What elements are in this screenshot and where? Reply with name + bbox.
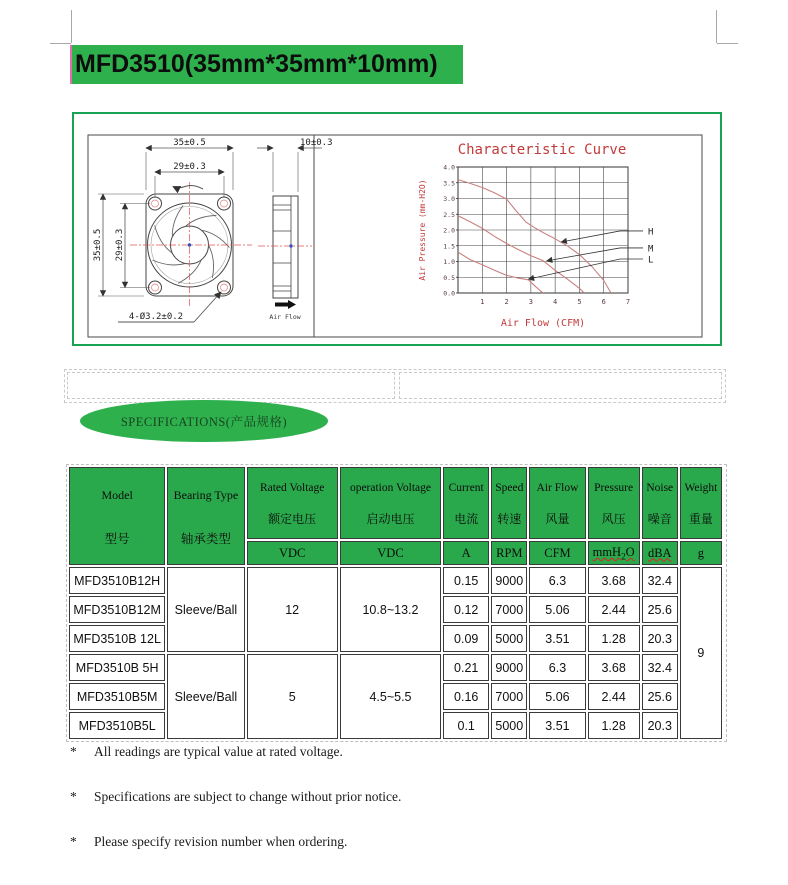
- leader-H: [561, 231, 643, 242]
- y-tick-label: 2.5: [443, 210, 455, 219]
- x-tick-label: 2: [504, 298, 509, 306]
- unit-rpm: RPM: [491, 541, 527, 565]
- unit-vdc-operation: VDC: [340, 541, 441, 565]
- speed-cell: 7000: [491, 596, 527, 623]
- chart-ylabel: Air Pressure (mm-H2O): [418, 179, 427, 281]
- col-header-pressure: Pressure 风压: [588, 467, 640, 539]
- current-cell: 0.12: [443, 596, 489, 623]
- y-tick-label: 1.0: [443, 258, 455, 266]
- crop-mark-top-left-v: [71, 10, 72, 43]
- noise-cell: 20.3: [642, 712, 678, 739]
- series-label-L: L: [648, 255, 654, 266]
- col-header-noise: Noise 噪音: [642, 467, 678, 539]
- col-header-model: Model 型号: [69, 467, 165, 565]
- crop-mark-top-right-h: [717, 43, 738, 44]
- curve-H: [458, 180, 611, 293]
- noise-cell: 32.4: [642, 654, 678, 681]
- characteristic-curve-chart: [418, 142, 654, 329]
- table-row: [69, 654, 722, 681]
- footnote-text: All readings are typical value at rated voltage.: [94, 744, 343, 759]
- crop-mark-top-right-v: [716, 10, 717, 43]
- airflow-cell: 5.06: [529, 596, 585, 623]
- speed-cell: 5000: [491, 625, 527, 652]
- empty-field-right: [399, 372, 722, 399]
- operation-voltage-cell: 4.5~5.5: [340, 654, 441, 739]
- x-tick-label: 1: [480, 298, 485, 306]
- noise-cell: 25.6: [642, 683, 678, 710]
- col-header-rated-voltage: Rated Voltage 额定电压: [247, 467, 338, 539]
- col-header-current: Current 电流: [443, 467, 489, 539]
- speed-cell: 9000: [491, 567, 527, 594]
- side-dimensions: [257, 148, 322, 192]
- operation-voltage-cell: 10.8~13.2: [340, 567, 441, 652]
- airflow-cell: 3.51: [529, 712, 585, 739]
- curve-M: [458, 216, 584, 293]
- rated-voltage-cell: 12: [247, 567, 338, 652]
- table-row: [69, 567, 722, 594]
- footnote: [70, 744, 630, 760]
- empty-field-left: [67, 372, 395, 399]
- x-tick-label: 6: [601, 298, 606, 306]
- x-tick-label: 7: [625, 298, 631, 306]
- y-tick-label: 2.0: [443, 226, 455, 235]
- airflow-cell: 3.51: [529, 625, 585, 652]
- dim-front-hole-span: 29±0.3: [173, 162, 206, 172]
- revision-mark: [70, 45, 72, 84]
- footnote-text: Please specify revision number when ordering.: [94, 834, 348, 849]
- airflow-cell: 5.06: [529, 683, 585, 710]
- airflow-cell: 6.3: [529, 567, 585, 594]
- current-cell: 0.1: [443, 712, 489, 739]
- pressure-cell: 3.68: [588, 567, 640, 594]
- unit-a: A: [443, 541, 489, 565]
- y-tick-label: 0.5: [443, 273, 455, 282]
- x-tick-label: 4: [553, 298, 558, 306]
- col-header-operation-voltage: operation Voltage 启动电压: [340, 467, 441, 539]
- weight-cell: 9: [680, 567, 722, 739]
- current-cell: 0.09: [443, 625, 489, 652]
- bearing-cell: Sleeve/Ball: [167, 654, 244, 739]
- curve-L: [458, 252, 543, 293]
- footnote-bullet: *: [70, 789, 77, 804]
- bearing-cell: Sleeve/Ball: [167, 567, 244, 652]
- dim-front-height: 35±0.5: [93, 228, 103, 262]
- speed-cell: 7000: [491, 683, 527, 710]
- y-tick-label: 4.0: [443, 163, 455, 172]
- pressure-cell: 2.44: [588, 683, 640, 710]
- model-cell: MFD3510B 5H: [69, 654, 165, 681]
- chart-title: Characteristic Curve: [457, 142, 627, 158]
- y-tick-label: 3.0: [443, 195, 455, 203]
- current-cell: 0.16: [443, 683, 489, 710]
- unit-dba: dBA: [642, 541, 678, 565]
- rated-voltage-cell: 5: [247, 654, 338, 739]
- specifications-label: SPECIFICATIONS(产品规格): [120, 415, 288, 429]
- technical-drawing: [72, 112, 722, 346]
- header-row-names: [69, 467, 722, 539]
- chart-curves: [458, 180, 611, 293]
- unit-g: g: [680, 541, 722, 565]
- airflow-label: Air Flow: [269, 313, 301, 321]
- series-label-M: M: [648, 244, 654, 255]
- noise-cell: 32.4: [642, 567, 678, 594]
- fan-front-view: [130, 182, 252, 308]
- footnote: [70, 789, 630, 805]
- col-header-weight: Weight 重量: [680, 467, 722, 539]
- chart-grid: [443, 164, 630, 307]
- drawing-frame: [72, 112, 722, 346]
- model-cell: MFD3510B5L: [69, 712, 165, 739]
- footnote-text: Specifications are subject to change without prior notice.: [94, 789, 402, 804]
- center-dot: [188, 243, 191, 246]
- spec-table-container: [66, 464, 727, 742]
- col-header-speed: Speed 转速: [491, 467, 527, 539]
- current-cell: 0.15: [443, 567, 489, 594]
- unit-cfm: CFM: [529, 541, 585, 565]
- unit-mmh2o: mmH$_2$O: [588, 541, 640, 565]
- pressure-cell: 1.28: [588, 625, 640, 652]
- current-cell: 0.21: [443, 654, 489, 681]
- airflow-arrow-icon: [275, 300, 296, 309]
- speed-cell: 5000: [491, 712, 527, 739]
- dim-thickness: 10±0.3: [300, 138, 333, 148]
- col-header-bearing: Bearing Type 轴承类型: [167, 467, 244, 565]
- footnote: [70, 834, 630, 850]
- x-tick-label: 5: [577, 298, 582, 306]
- y-tick-label: 3.5: [443, 179, 455, 188]
- dim-holes-label: 4-Ø3.2±0.2: [128, 312, 184, 322]
- model-cell: MFD3510B 12L: [69, 625, 165, 652]
- spec-table: [67, 465, 724, 741]
- chart-xlabel: Air Flow (CFM): [500, 318, 586, 329]
- empty-field-band: [64, 369, 726, 403]
- footnote-bullet: *: [70, 834, 77, 849]
- model-cell: MFD3510B12H: [69, 567, 165, 594]
- series-label-H: H: [648, 227, 654, 238]
- page-title: MFD3510(35mm*35mm*10mm): [75, 50, 438, 78]
- speed-cell: 9000: [491, 654, 527, 681]
- noise-cell: 20.3: [642, 625, 678, 652]
- pressure-cell: 1.28: [588, 712, 640, 739]
- pressure-cell: 2.44: [588, 596, 640, 623]
- model-cell: MFD3510B5M: [69, 683, 165, 710]
- footnotes: [70, 744, 630, 879]
- col-header-airflow: Air Flow 风量: [529, 467, 585, 539]
- title-banner: [70, 45, 463, 84]
- unit-vdc-rated: VDC: [247, 541, 338, 565]
- y-tick-label: 0.0: [443, 289, 455, 298]
- dim-front-hole-span-v: 29±0.3: [115, 228, 125, 262]
- side-center-dot: [289, 244, 292, 247]
- fan-side-view: [258, 196, 312, 298]
- crop-mark-top-left-h: [50, 43, 71, 44]
- x-tick-label: 3: [528, 298, 533, 306]
- y-tick-label: 1.5: [443, 242, 455, 251]
- footnote-bullet: *: [70, 744, 77, 759]
- pressure-cell: 3.68: [588, 654, 640, 681]
- dim-front-width: 35±0.5: [173, 138, 206, 148]
- airflow-direction: [269, 300, 300, 321]
- airflow-cell: 6.3: [529, 654, 585, 681]
- rotation-arrow-icon: [173, 185, 203, 189]
- specifications-badge: [80, 400, 328, 442]
- noise-cell: 25.6: [642, 596, 678, 623]
- model-cell: MFD3510B12M: [69, 596, 165, 623]
